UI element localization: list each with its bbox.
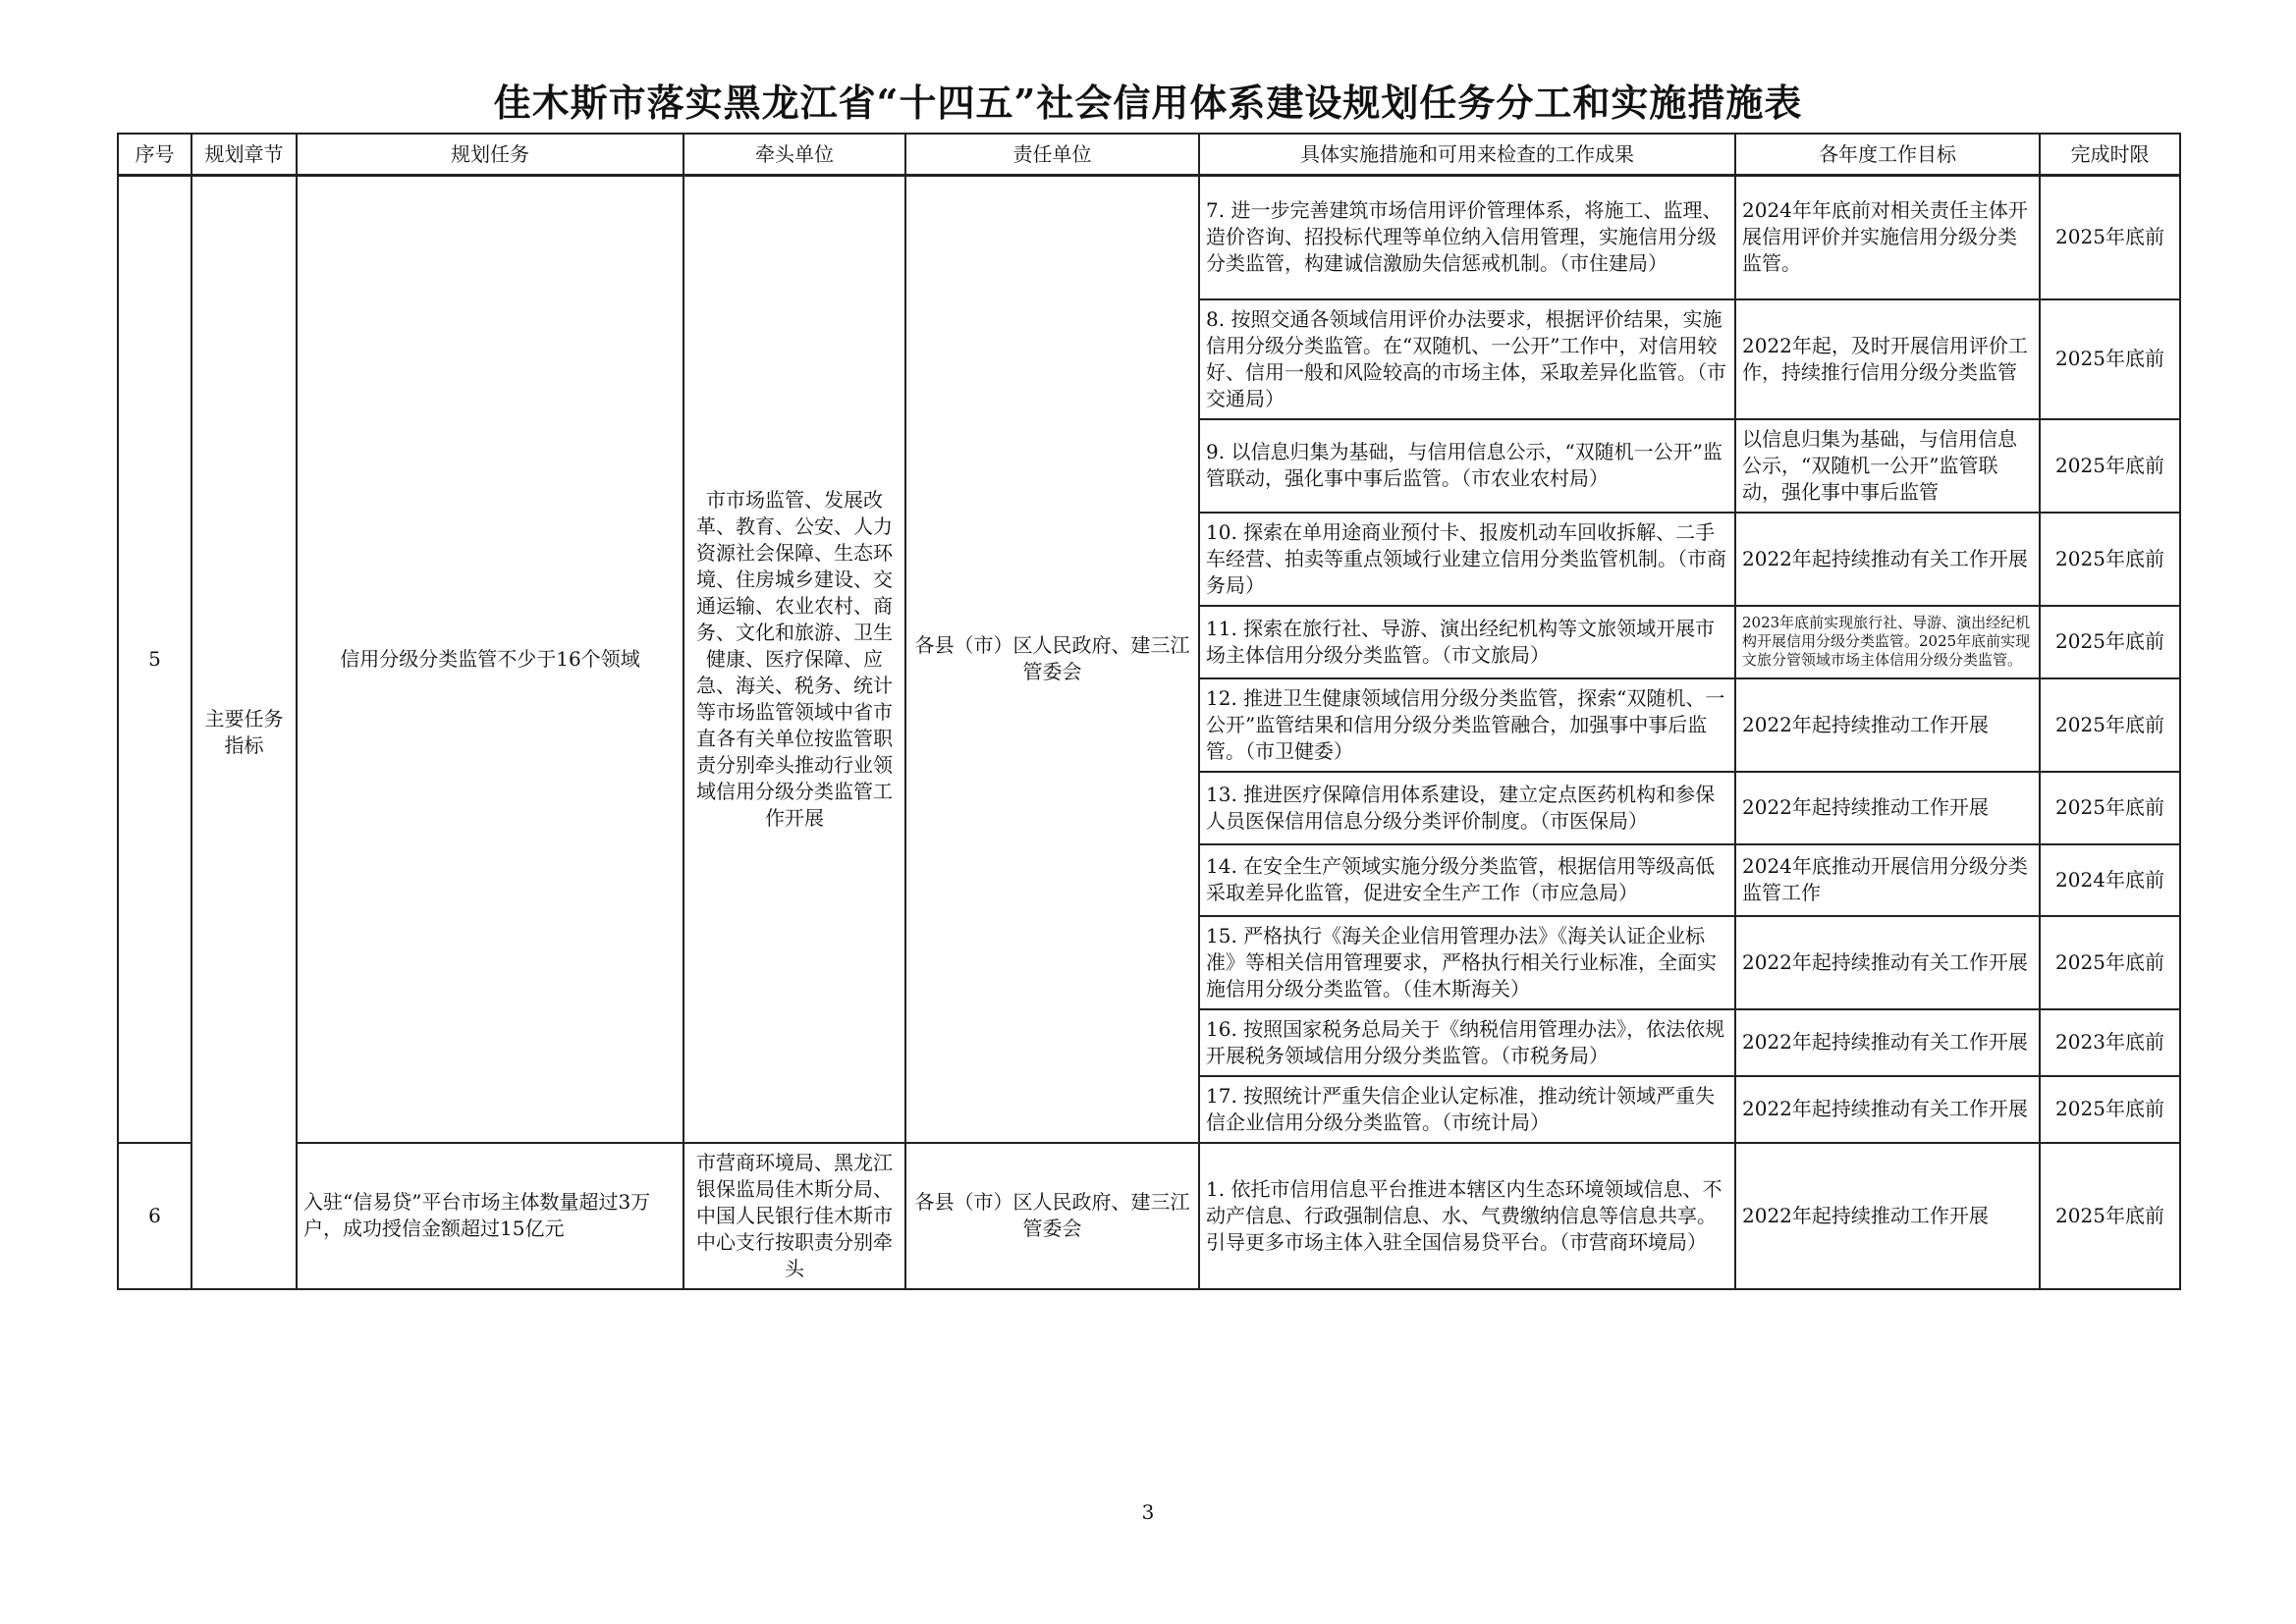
row-measure: 1. 依托市信用信息平台推进本辖区内生态环境领域信息、不动产信息、行政强制信息、水、气费缴纳信息等信息共享。引导更多市场主体入驻全国信易贷平台。（市营商环境局） [1199, 1143, 1735, 1289]
row-deadline: 2025年底前 [2040, 1076, 2180, 1143]
row-seq: 5 [118, 176, 191, 1143]
table-header-row [118, 134, 2180, 176]
row-deadline: 2025年底前 [2040, 772, 2180, 844]
row-measure: 15. 严格执行《海关企业信用管理办法》《海关认证企业标准》等相关信用管理要求，严格执行相关行业标准，全面实施信用分级分类监管。（佳木斯海关） [1199, 916, 1735, 1009]
header-chapter: 规划章节 [191, 134, 297, 176]
row-yearly-goal: 2022年起持续推动有关工作开展 [1735, 1076, 2040, 1143]
row-yearly-goal: 2024年年底前对相关责任主体开展信用评价并实施信用分级分类监管。 [1735, 176, 2040, 299]
row-measure: 16. 按照国家税务总局关于《纳税信用管理办法》，依法依规开展税务领域信用分级分类监管。（市税务局） [1199, 1009, 1735, 1076]
row-deadline: 2025年底前 [2040, 678, 2180, 772]
row-yearly-goal: 2022年起持续推动工作开展 [1735, 1143, 2040, 1289]
row-measure: 11. 探索在旅行社、导游、演出经纪机构等文旅领域开展市场主体信用分级分类监管。（市文旅局） [1199, 606, 1735, 678]
row-responsible: 各县（市）区人民政府、建三江管委会 [905, 1143, 1199, 1289]
row-chapter: 主要任务指标 [191, 176, 297, 1289]
row-yearly-goal: 2024年底推动开展信用分级分类监管工作 [1735, 844, 2040, 916]
row-yearly-goal: 2022年起持续推动有关工作开展 [1735, 513, 2040, 606]
row-yearly-goal: 2022年起持续推动工作开展 [1735, 772, 2040, 844]
row-yearly-goal: 以信息归集为基础，与信用信息公示，“双随机一公开”监管联动，强化事中事后监管 [1735, 419, 2040, 513]
table-body [118, 176, 2180, 1289]
table-row [118, 1143, 2180, 1289]
row-deadline: 2025年底前 [2040, 513, 2180, 606]
row-deadline: 2025年底前 [2040, 1143, 2180, 1289]
header-measures: 具体实施措施和可用来检查的工作成果 [1199, 134, 1735, 176]
row-measure: 13. 推进医疗保障信用体系建设，建立定点医药机构和参保人员医保信用信息分级分类评价制度。（市医保局） [1199, 772, 1735, 844]
row-yearly-goal: 2022年起持续推动工作开展 [1735, 678, 2040, 772]
row-measure: 12. 推进卫生健康领域信用分级分类监管，探索“双随机、一公开”监管结果和信用分级分类监管融合，加强事中事后监管。（市卫健委） [1199, 678, 1735, 772]
row-seq: 6 [118, 1143, 191, 1289]
row-measure: 14. 在安全生产领域实施分级分类监管，根据信用等级高低采取差异化监管，促进安全生产工作（市应急局） [1199, 844, 1735, 916]
row-yearly-goal: 2022年起，及时开展信用评价工作，持续推行信用分级分类监管 [1735, 299, 2040, 419]
row-yearly-goal: 2022年起持续推动有关工作开展 [1735, 1009, 2040, 1076]
row-deadline: 2025年底前 [2040, 916, 2180, 1009]
task-table [117, 133, 2181, 1290]
header-yearly: 各年度工作目标 [1735, 134, 2040, 176]
row-yearly-goal: 2022年起持续推动有关工作开展 [1735, 916, 2040, 1009]
row-deadline: 2025年底前 [2040, 606, 2180, 678]
row-task: 入驻“信易贷”平台市场主体数量超过3万户，成功授信金额超过15亿元 [297, 1143, 683, 1289]
row-deadline: 2025年底前 [2040, 419, 2180, 513]
row-deadline: 2025年底前 [2040, 176, 2180, 299]
row-measure: 17. 按照统计严重失信企业认定标准，推动统计领域严重失信企业信用分级分类监管。（市统计局） [1199, 1076, 1735, 1143]
header-seq: 序号 [118, 134, 191, 176]
row-measure: 9. 以信息归集为基础，与信用信息公示，“双随机一公开”监管联动，强化事中事后监管。（市农业农村局） [1199, 419, 1735, 513]
row-task: 信用分级分类监管不少于16个领域 [297, 176, 683, 1143]
row-lead: 市市场监管、发展改革、教育、公安、人力资源社会保障、生态环境、住房城乡建设、交通运输、农业农村、商务、文化和旅游、卫生健康、医疗保障、应急、海关、税务、统计等市场监管领域中省市直各有关单位按监管职责分别牵头推动行业领域信用分级分类监管工作开展 [683, 176, 905, 1143]
row-measure: 8. 按照交通各领域信用评价办法要求，根据评价结果，实施信用分级分类监管。在“双随机、一公开”工作中，对信用较好、信用一般和风险较高的市场主体，采取差异化监管。（市交通局） [1199, 299, 1735, 419]
row-measure: 10. 探索在单用途商业预付卡、报废机动车回收拆解、二手车经营、拍卖等重点领域行业建立信用分类监管机制。（市商务局） [1199, 513, 1735, 606]
row-lead: 市营商环境局、黑龙江银保监局佳木斯分局、中国人民银行佳木斯市中心支行按职责分别牵头 [683, 1143, 905, 1289]
row-deadline: 2025年底前 [2040, 299, 2180, 419]
table-row [118, 176, 2180, 299]
header-task: 规划任务 [297, 134, 683, 176]
header-deadline: 完成时限 [2040, 134, 2180, 176]
row-yearly-goal: 2023年底前实现旅行社、导游、演出经纪机构开展信用分级分类监管。2025年底前实现文旅分管领域市场主体信用分级分类监管。 [1735, 606, 2040, 678]
header-lead: 牵头单位 [683, 134, 905, 176]
document-title: 佳木斯市落实黑龙江省“十四五”社会信用体系建设规划任务分工和实施措施表 [493, 81, 1803, 125]
header-responsible: 责任单位 [905, 134, 1199, 176]
row-measure: 7. 进一步完善建筑市场信用评价管理体系，将施工、监理、造价咨询、招投标代理等单位纳入信用管理，实施信用分级分类监管，构建诚信激励失信惩戒机制。（市住建局） [1199, 176, 1735, 299]
row-deadline: 2023年底前 [2040, 1009, 2180, 1076]
row-responsible: 各县（市）区人民政府、建三江管委会 [905, 176, 1199, 1143]
page-number: 3 [1141, 1500, 1155, 1524]
row-deadline: 2024年底前 [2040, 844, 2180, 916]
